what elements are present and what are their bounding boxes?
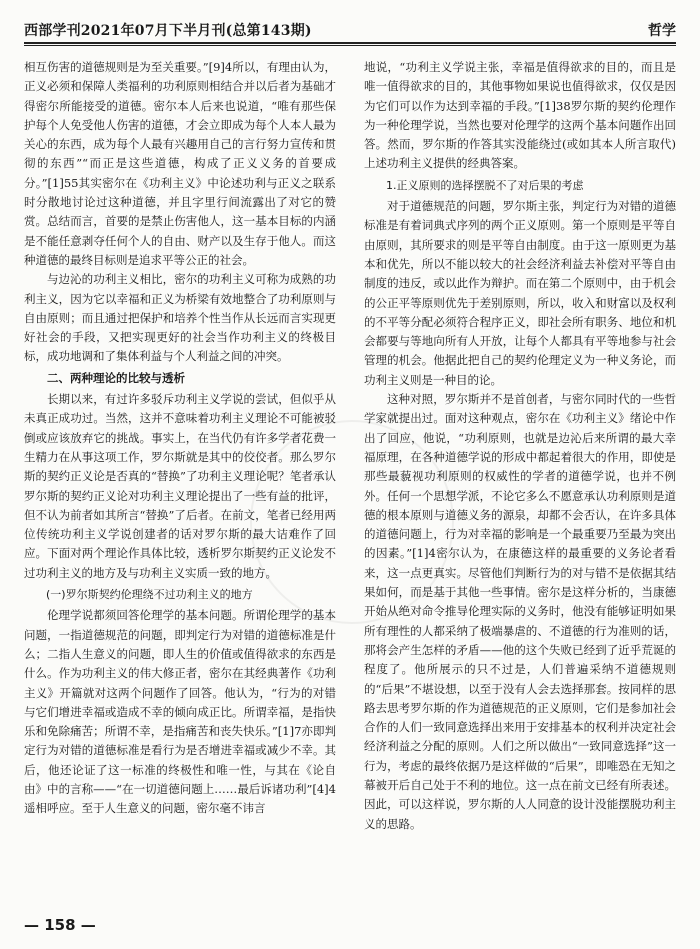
section-label: 哲学 (648, 23, 676, 39)
paragraph: 与边沁的功利主义相比，密尔的功利主义可称为成熟的功利主义，因为它以幸福和正义为桥梁有效地整合了功利原则与自由原则；而且通过把保护和培养个性当作从长远而言实现更好社会的手段，又把实现更好的社会当作功利主义的终极目标，成功地调和了集体利益与个人利益之间的冲突。 (24, 272, 336, 364)
section-heading: 二、两种理论的比较与透析 (47, 370, 185, 385)
paragraph: 伦理学说都须回答伦理学的基本问题。所谓伦理学的基本问题，一指道德规范的问题，即判定行为对错的道德标准是什么；二指人生意义的问题，即人生的价值或值得欲求的东西是什么。作为功利主义的伟大修正者，密尔在其经典著作《功利主义》开篇就对这两个问题作了回答。他认为，“行为的对错与它们增进幸福或造成不幸的倾向成正比。所谓幸福，是指快乐和免除痛苦；所谓不幸，是指痛苦和丧失快乐。”[1]7亦即判定行为对错的道德标准是看行为是否增进幸福或减少不幸。其后，他还论证了这一标准的终极性和唯一性，与其在《论自由》中的言称——“在一切道德问题上……最后诉诸功利”[4]4遥相呼应。至于人生意义的问题，密尔毫不讳言 (24, 608, 336, 816)
header-rule-thin (24, 45, 676, 46)
subsection-heading: (一)罗尔斯契约伦理绕不过功利主义的地方 (46, 588, 253, 602)
paragraph: 对于道德规范的问题，罗尔斯主张，判定行为对错的道德标准是有着词典式序列的两个正义原则。第一个原则是平等自由原则，其所要求的则是平等自由制度。由于这一原则更为基本和优先，所以不能以较大的社会经济利益去补偿对平等自由制度的违反，或以此作为辩护。而在第二个原则中，由于机会的公正平等原则优先于差别原则，所以，收入和财富以及权利的不平等分配必须符合程序正义，即社会所有职务、地位和机会都要与等地向所有人开放，让每个人都具有平等地参与社会管理的机会。他据此把自己的契约伦理定义为一种义务论，而功利主义则是一种目的论。 (364, 199, 676, 387)
paragraph: 这种对照，罗尔斯并不是首创者，与密尔同时代的一些哲学家就提出过。面对这种观点，密尔在《功利主义》绪论中作出了回应，他说，“功利原则，也就是边沁后来所谓的最大幸福原理，在各种道德学说的形成中都起着很大的作用，即使是那些最藐视功利原则的权威性的学者的道德学说，也并不例外。任何一个思想学派，不论它多么不愿意承认功利原则是道德的根本原则与道德义务的源泉，却都不会否认，在许多具体的道德问题上，行为对幸福的影响是一个最重要乃至最为突出的因素。”[1]4密尔认为，在康德这样的最重要的义务论者看来，这一点更真实。尽管他们判断行为的对与错不是依据其结果如何，而是基于其他一些事情。密尔是这样分析的，当康德开始从绝对命令推导伦理实际的义务时，他没有能够证明如果所有理性的人都采纳了极端暴虐的、不道德的行为准则的话，那将会产生怎样的矛盾——他的这个失败已经到了近乎荒诞的程度了。他所展示的只不过是，人们普遍采纳不道德规则的“后果”不堪设想，以至于没有人会去选择那套。按同样的思路去思考罗尔斯的作为道德规范的正义原则，它们是参加社会合作的人们一致同意选择出来用于安排基本的权利并决定社会经济利益之分配的原则。人们之所以做出“一致同意选择”这一行为，考虑的最终依据乃是这样做的“后果”，即唯恐在无知之幕被开后自己处于不利的地位。这一点在前文已经有所表述。因此，可以这样说，罗尔斯的人人同意的设计没能摆脱功利主义的思路。 (364, 392, 676, 831)
page-header (24, 18, 676, 42)
paragraph: 长期以来，有过许多驳斥功利主义学说的尝试，但似乎从未真正成功过。当然，这并不意味着功利主义理论不可能被驳倒或应该放弃它的挑战。事实上，在当代仍有许多学者花费一生精力在从事这项工作，罗尔斯就是其中的佼佼者。那么罗尔斯的契约正义论是否真的“替换”了功利主义理论呢？笔者承认罗尔斯的契约正义论对功利主义理论提出了一些有益的批评，但不认为前者如其所言“替换”了后者。在前文，笔者已经用两位传统功利主义学说创建者的话对罗尔斯的最大诘难作了回应。下面对两个理论作具体比较，透析罗尔斯契约正义论发不过功利主义的地方及与功利主义实质一致的地方。 (24, 392, 336, 580)
right-column (364, 58, 676, 903)
subsection-heading: 1.正义原则的选择摆脱不了对后果的考虑 (386, 178, 584, 192)
left-column (24, 58, 336, 903)
page-number: — 158 — (24, 916, 96, 934)
header-rule-thick (24, 42, 676, 44)
paragraph: 地说，“功利主义学说主张，幸福是值得欲求的目的，而且是唯一值得欲求的目的，其他事物如果说也值得欲求，仅仅是因为它们可以作为达到幸福的手段。”[1]38罗尔斯的契约伦理作为一种伦理学说，当然也要对伦理学的这两个基本问题作出回答。然而，罗尔斯的作答其实没能绕过(或如其本人所言取代)上述功利主义提供的经典答案。 (364, 60, 676, 171)
paragraph: 相互伤害的道德规则是为至关重要。”[9]4所以，有理由认为，正义必须和保障人类福利的功利原则相结合并以后者为基础才得密尔所能接受的道德。密尔本人后来也说道，“唯有那些保护每个人免受他人伤害的道德，才会立即成为每个人本人最为关心的东西，成为每个人最有兴趣用自己的言行努力宣传和贯彻的东西”“而正是这些道德，构成了正义义务的首要成分。”[1]55其实密尔在《功利主义》中论述功利与正义之联系时分散地讨论过这种道德，并且字里行间流露出了对它的赞赏。总结而言，首要的是禁止伤害他人，这一基本目标的内涵是不能任意剥夺任何个人的自由、财产以及生存于他人。而这种道德的最终目标则是追求平等公正的社会。 (24, 60, 336, 267)
journal-title: 西部学刊2021年07月下半月刊(总第143期) (24, 23, 312, 39)
